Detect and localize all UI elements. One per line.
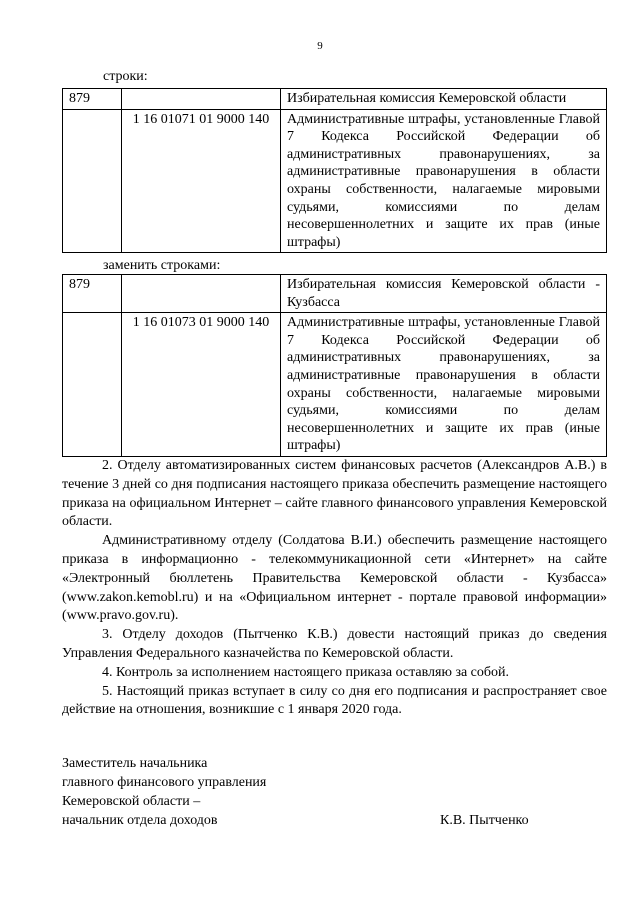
row-code: 879 bbox=[63, 89, 122, 110]
row-code: 879 bbox=[63, 275, 122, 313]
paragraph: Административному отделу (Солдатова В.И.) обеспечить размещение настоящего приказа в информационно - телекоммуникационной сети «Интернет» на сайте «Электронный бюллетень Правительства Кемеровской области - Кузбасса» (www.zakon.kemobl.ru) и на «Официальном интернет - портале правовой информации» (www.pravo.gov.ru). bbox=[62, 533, 607, 624]
body-text bbox=[62, 457, 607, 720]
paragraph: 4. Контроль за исполнением настоящего приказа оставляю за собой. bbox=[102, 664, 510, 680]
signature-position-line: Кемеровской области – bbox=[62, 794, 201, 809]
row-text: Избирательная комиссия Кемеровской области bbox=[281, 89, 607, 110]
row-text: Избирательная комиссия Кемеровской области - Кузбасса bbox=[281, 275, 607, 313]
row-text: Административные штрафы, установленные Главой 7 Кодекса Российской Федерации об административных правонарушениях, за административные правонарушения в области охраны собственности, налагаемые мировыми судьями, комиссиями по делам несовершеннолетних и защите их прав (иные штрафы) bbox=[281, 313, 607, 457]
label-replace: заменить строками: bbox=[103, 258, 221, 273]
old-rows-table bbox=[62, 88, 607, 253]
table-row bbox=[63, 89, 607, 110]
signature-position-line: начальник отдела доходов bbox=[62, 813, 218, 828]
table-row bbox=[63, 275, 607, 313]
paragraph: 2. Отделу автоматизированных систем финансовых расчетов (Александров А.В.) в течение 3 дней со дня подписания настоящего приказа обеспечить размещение настоящего приказа на официальном Интернет – сайте главного финансового управления Кемеровской области. bbox=[62, 458, 607, 530]
row-text: Административные штрафы, установленные Главой 7 Кодекса Российской Федерации об административных правонарушениях, за административные правонарушения в области охраны собственности, налагаемые мировыми судьями, комиссиями по делам несовершеннолетних и защите их прав (иные штрафы) bbox=[281, 109, 607, 253]
new-rows-table bbox=[62, 274, 607, 457]
label-rows: строки: bbox=[103, 69, 148, 84]
row-kbk: 1 16 01073 01 9000 140 bbox=[122, 313, 281, 457]
signature-name: К.В. Пытченко bbox=[440, 813, 529, 828]
signature-position-line: главного финансового управления bbox=[62, 775, 267, 790]
signature-block bbox=[62, 754, 266, 830]
row-code bbox=[63, 313, 122, 457]
signature-position-line: Заместитель начальника bbox=[62, 756, 208, 771]
row-kbk: 1 16 01071 01 9000 140 bbox=[122, 109, 281, 253]
paragraph: 3. Отделу доходов (Пытченко К.В.) довести настоящий приказ до сведения Управления Федерального казначейства по Кемеровской области. bbox=[62, 627, 607, 661]
table-row bbox=[63, 109, 607, 253]
paragraph: 5. Настоящий приказ вступает в силу со дня его подписания и распространяет свое действие на отношения, возникшие с 1 января 2020 года. bbox=[62, 683, 607, 718]
row-code bbox=[63, 109, 122, 253]
table-row bbox=[63, 313, 607, 457]
page-number: 9 bbox=[317, 40, 323, 52]
row-kbk bbox=[122, 89, 281, 110]
row-kbk bbox=[122, 275, 281, 313]
